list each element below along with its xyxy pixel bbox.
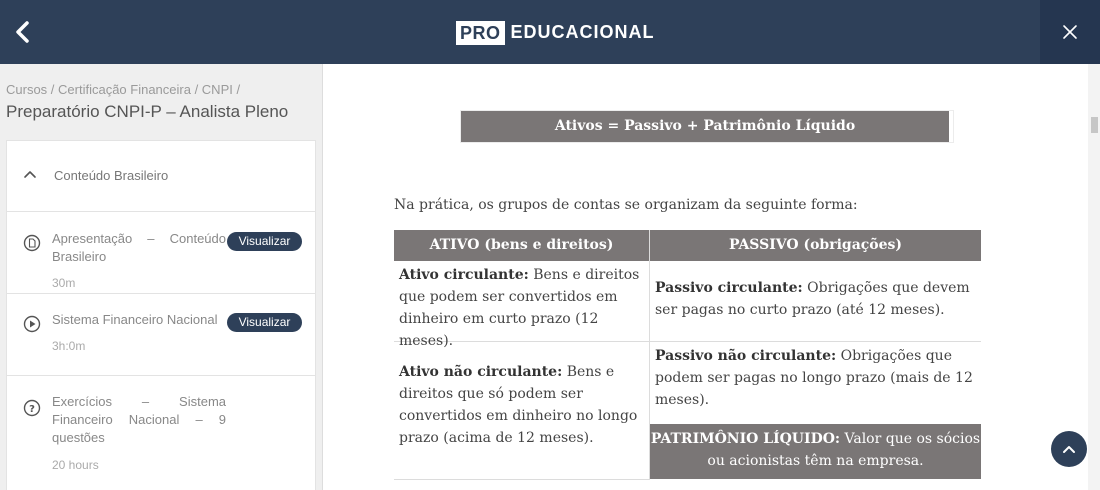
desc-ativo-circulante: Bens e direitos que podem ser convertidos em dinheiro em curto prazo (12 meses).	[399, 267, 640, 349]
question-icon	[23, 399, 41, 417]
table-header-passivo: PASSIVO (obrigações)	[650, 230, 981, 261]
table-header-ativo: ATIVO (bens e direitos)	[394, 230, 649, 261]
play-icon	[23, 315, 41, 333]
lesson-item[interactable]	[7, 212, 315, 294]
formula-frame	[460, 110, 954, 143]
term-ativo-circulante: Ativo circulante:	[399, 267, 529, 283]
lesson-title: Sistema Financeiro Nacional	[52, 312, 218, 327]
lesson-title: Apresentação – Conteúdo Brasileiro	[52, 231, 226, 264]
course-sidebar	[0, 64, 323, 490]
cell-passivo-nao-circulante	[655, 345, 975, 411]
table-divider	[394, 479, 649, 480]
desc-ativo-nao-circulante: Bens e direitos que só podem ser convertidos em dinheiro no longo prazo (acima de 12 meses).	[399, 364, 638, 446]
close-button[interactable]	[1040, 0, 1100, 64]
top-bar	[0, 0, 1100, 64]
brand-logo	[456, 20, 655, 45]
close-icon	[1062, 24, 1078, 40]
content-scrollbar[interactable]	[1088, 64, 1100, 490]
cell-ativo-nao-circulante	[399, 361, 645, 449]
lesson-item[interactable]	[7, 294, 315, 376]
module-panel	[6, 140, 316, 490]
lesson-duration: 20 hours	[52, 458, 99, 472]
course-title: Preparatório CNPI-P – Analista Pleno	[6, 102, 289, 121]
lesson-duration: 3h:0m	[52, 339, 86, 353]
breadcrumb[interactable]: Cursos / Certificação Financeira / CNPI /	[6, 82, 241, 97]
term-patrimonio-liquido: PATRIMÔNIO LÍQUIDO:	[650, 431, 841, 447]
back-button[interactable]	[0, 0, 44, 64]
accounts-table	[394, 230, 982, 480]
visualizar-button[interactable]: Visualizar	[227, 313, 302, 332]
brand-name: EDUCACIONAL	[510, 22, 655, 42]
formula-banner: Ativos = Passivo + Patrimônio Líquido	[461, 111, 949, 142]
lesson-title: Exercícios – Sistema Financeiro Nacional – 9 questões	[52, 394, 226, 445]
lesson-duration: 30m	[52, 276, 76, 290]
cell-passivo-circulante	[655, 277, 975, 321]
desc-passivo-circulante: Obrigações que devem ser pagas no curto prazo (até 12 meses).	[655, 280, 970, 318]
chevron-up-icon	[1062, 444, 1076, 454]
brand-pro: PRO	[456, 21, 505, 45]
module-header[interactable]	[7, 141, 315, 212]
chevron-left-icon	[14, 21, 30, 43]
visualizar-button[interactable]: Visualizar	[227, 232, 302, 251]
table-divider	[650, 341, 981, 342]
term-passivo-circulante: Passivo circulante:	[655, 280, 803, 296]
term-passivo-nao-circulante: Passivo não circulante:	[655, 348, 837, 364]
document-icon	[23, 234, 41, 252]
lesson-item[interactable]	[7, 376, 315, 490]
cell-ativo-circulante	[399, 264, 645, 352]
svg-text:?: ?	[29, 404, 35, 415]
intro-paragraph: Na prática, os grupos de contas se organizam da seguinte forma:	[394, 197, 858, 213]
lesson-content	[324, 64, 1088, 490]
scroll-to-top-button[interactable]	[1051, 431, 1087, 467]
cell-patrimonio-liquido	[650, 424, 981, 479]
module-title: Conteúdo Brasileiro	[54, 168, 169, 183]
chevron-up-icon	[23, 169, 37, 179]
desc-patrimonio-liquido: Valor que os sócios ou acionistas têm na empresa.	[707, 431, 981, 469]
scrollbar-thumb[interactable]	[1091, 117, 1098, 133]
term-ativo-nao-circulante: Ativo não circulante:	[399, 364, 563, 380]
desc-passivo-nao-circulante: Obrigações que podem ser pagas no longo prazo (mais de 12 meses).	[655, 348, 973, 408]
